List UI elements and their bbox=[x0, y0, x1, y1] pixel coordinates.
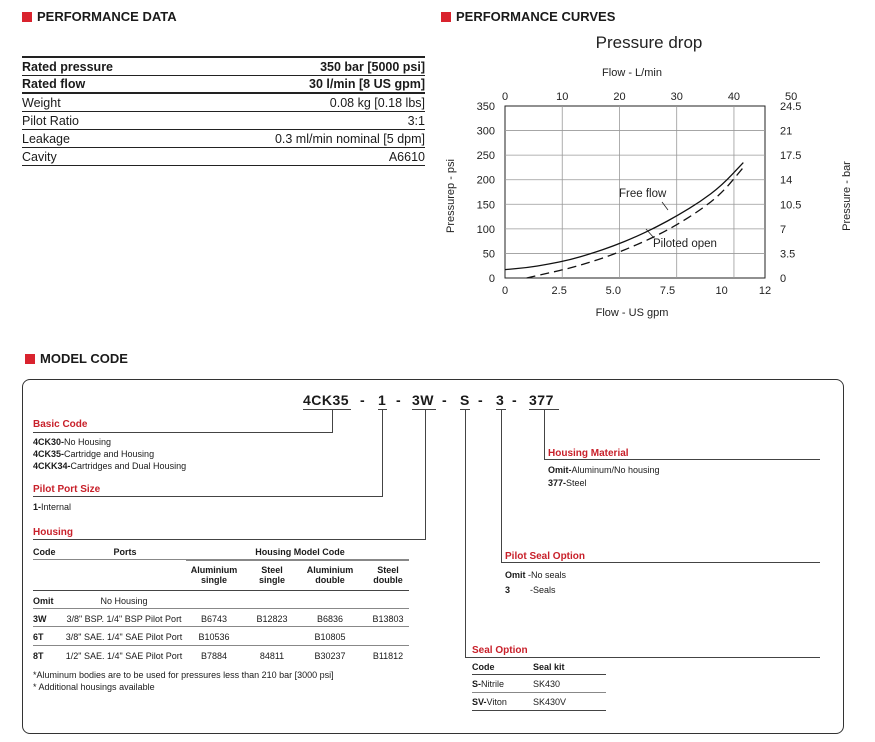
housing-cell: B6836 bbox=[316, 614, 344, 624]
perf-row-cavity bbox=[22, 148, 425, 166]
performance-curves-heading bbox=[441, 9, 615, 24]
seal-row-code: SV-Viton bbox=[472, 697, 507, 707]
perf-label: Rated flow bbox=[22, 77, 86, 91]
x-top-tick-label: 10 bbox=[556, 91, 569, 103]
y-left-tick-label: 100 bbox=[476, 223, 495, 236]
y-right-tick-label: 3.5 bbox=[780, 248, 796, 261]
x-bottom-tick-label: 10 bbox=[715, 285, 728, 297]
x-axis-bottom-label: Flow - US gpm bbox=[595, 307, 669, 319]
code-part-basic: 4CK35 bbox=[303, 392, 350, 408]
housing-row-ports: 1/2" SAE. 1/4" SAE Pilot Port bbox=[65, 651, 183, 661]
x-bottom-tick-label: 2.5 bbox=[551, 285, 567, 297]
pilot-seal-option-title: Pilot Seal Option bbox=[505, 551, 586, 562]
y-left-tick-label: 250 bbox=[476, 150, 495, 163]
basic-code-item: 4CK30-No Housing bbox=[33, 437, 112, 447]
y-left-tick-label: 300 bbox=[476, 125, 495, 138]
perf-value: 0.08 kg [0.18 lbs] bbox=[329, 96, 425, 110]
free-flow-label: Free flow bbox=[619, 188, 667, 200]
leader-line bbox=[33, 539, 426, 540]
housing-cell: B12823 bbox=[256, 614, 288, 624]
leader-line bbox=[33, 432, 333, 433]
x-bottom-tick-label: 0 bbox=[501, 285, 509, 297]
housing-row-ports: 3/8" SAE. 1/4" SAE Pilot Port bbox=[65, 632, 183, 642]
housing-cell: B10805 bbox=[314, 632, 346, 642]
housing-cell: 84811 bbox=[259, 651, 285, 661]
perf-label: Pilot Ratio bbox=[22, 114, 79, 128]
red-square-icon bbox=[441, 12, 451, 22]
seal-divider bbox=[472, 692, 606, 693]
seal-col-code: Code bbox=[472, 662, 495, 672]
leader-line bbox=[501, 410, 502, 563]
basic-code-title: Basic Code bbox=[33, 419, 88, 430]
y-left-tick-label: 150 bbox=[476, 199, 495, 212]
performance-data-title: PERFORMANCE DATA bbox=[37, 9, 177, 24]
y-right-tick-label: 17.5 bbox=[780, 150, 802, 163]
x-top-tick-label: 30 bbox=[670, 91, 683, 103]
housing-subcol: Aluminium single bbox=[190, 565, 238, 585]
seal-divider bbox=[472, 710, 606, 711]
code-part-seal: S bbox=[460, 392, 470, 408]
perf-row-rated-flow bbox=[22, 76, 425, 94]
leader-line bbox=[332, 410, 333, 433]
code-separator: - bbox=[478, 392, 484, 408]
perf-value: 0.3 ml/min nominal [5 dpm] bbox=[274, 132, 425, 146]
seal-row-code: S-Nitrile bbox=[472, 679, 505, 689]
perf-label: Leakage bbox=[22, 132, 70, 146]
code-separator: - bbox=[442, 392, 448, 408]
basic-code-item: 4CKK34-Cartridges and Dual Housing bbox=[33, 461, 187, 471]
leader-line bbox=[33, 496, 383, 497]
y-right-tick-label: 14 bbox=[780, 174, 793, 187]
x-top-tick-label: 20 bbox=[613, 91, 626, 103]
performance-data-heading bbox=[22, 9, 177, 24]
housing-cell: B10536 bbox=[198, 632, 230, 642]
perf-label: Cavity bbox=[22, 150, 57, 164]
perf-row-weight bbox=[22, 94, 425, 112]
housing-col-ports: Ports bbox=[113, 547, 137, 557]
housing-cell: B13803 bbox=[372, 614, 404, 624]
housing-col-code: Code bbox=[33, 547, 56, 557]
housing-row-ports: No Housing bbox=[100, 596, 148, 606]
code-part-pilot-port: 1 bbox=[378, 392, 387, 408]
housing-divider bbox=[33, 626, 409, 627]
perf-value: 3:1 bbox=[407, 114, 425, 128]
leader-line bbox=[544, 459, 820, 460]
x-bottom-tick-label: 12 bbox=[758, 285, 772, 297]
housing-divider bbox=[33, 590, 409, 591]
pilot-port-item: 1-Internal bbox=[33, 502, 72, 512]
housing-material-title: Housing Material bbox=[548, 448, 629, 459]
chart-title: Pressure drop bbox=[595, 33, 703, 52]
housing-subcol: Steel single bbox=[258, 565, 285, 585]
housing-subcol: Steel double bbox=[373, 565, 403, 585]
housing-divider bbox=[33, 645, 409, 646]
y-right-tick-label: 10.5 bbox=[780, 199, 802, 212]
y-left-tick-label: 350 bbox=[476, 101, 495, 113]
code-part-material: 377 bbox=[529, 392, 554, 408]
perf-value: 30 l/min [8 US gpm] bbox=[309, 77, 425, 91]
housing-row-ports: 3/8" BSP. 1/4" BSP Pilot Port bbox=[66, 614, 182, 624]
perf-label: Weight bbox=[22, 96, 61, 110]
y-right-tick-label: 0 bbox=[780, 273, 787, 285]
red-square-icon bbox=[22, 12, 32, 22]
x-top-tick-label: 40 bbox=[727, 91, 741, 103]
leader-line bbox=[425, 410, 426, 540]
y-right-tick-label: 24.5 bbox=[780, 101, 802, 113]
red-square-icon bbox=[25, 354, 35, 364]
leader-line bbox=[465, 410, 466, 658]
free-flow-leader bbox=[662, 202, 668, 210]
leader-line bbox=[465, 657, 820, 658]
code-part-pilot-seal: 3 bbox=[496, 392, 505, 408]
housing-title: Housing bbox=[33, 527, 73, 538]
housing-row-code: Omit bbox=[33, 596, 54, 606]
code-separator: - bbox=[360, 392, 366, 408]
seal-divider bbox=[472, 674, 606, 675]
housing-row-code: 6T bbox=[33, 632, 44, 642]
leader-line bbox=[501, 562, 820, 563]
pilot-port-size-title: Pilot Port Size bbox=[33, 484, 101, 495]
code-separator: - bbox=[396, 392, 402, 408]
code-underline bbox=[412, 409, 436, 410]
pressure-drop-chart bbox=[430, 28, 875, 328]
code-underline bbox=[303, 409, 351, 410]
y-axis-left-label: Pressurep - psi bbox=[445, 159, 457, 233]
y-left-tick-label: 0 bbox=[488, 273, 495, 285]
y-left-tick-label: 200 bbox=[476, 174, 495, 187]
housing-row-code: 3W bbox=[33, 614, 47, 624]
housing-material-item: Omit-Aluminum/No housing bbox=[548, 465, 660, 475]
x-bottom-tick-label: 7.5 bbox=[659, 285, 676, 297]
seal-row-kit: SK430V bbox=[533, 697, 567, 707]
pilot-seal-item: Omit -No seals bbox=[505, 570, 567, 580]
code-separator: - bbox=[512, 392, 518, 408]
x-top-tick-label: 0 bbox=[501, 91, 509, 103]
perf-value: 350 bar [5000 psi] bbox=[320, 60, 425, 74]
housing-cell: B6743 bbox=[200, 614, 228, 624]
basic-code-item: 4CK35-Cartridge and Housing bbox=[33, 449, 155, 459]
x-bottom-tick-label: 5.0 bbox=[605, 285, 621, 297]
perf-row-pilot-ratio bbox=[22, 112, 425, 130]
perf-value: A6610 bbox=[388, 150, 425, 164]
housing-note: * Additional housings available bbox=[33, 682, 155, 692]
seal-row-kit: SK430 bbox=[533, 679, 561, 689]
y-left-tick-label: 50 bbox=[482, 248, 495, 261]
model-code-title: MODEL CODE bbox=[40, 351, 128, 366]
housing-divider bbox=[33, 608, 409, 609]
housing-note: *Aluminum bodies are to be used for pressures less than 210 bar [3000 psi] bbox=[33, 670, 334, 680]
leader-line bbox=[544, 410, 545, 460]
performance-curves-title: PERFORMANCE CURVES bbox=[456, 9, 616, 24]
perf-row-leakage bbox=[22, 130, 425, 148]
housing-subcol: Aluminium double bbox=[306, 565, 354, 585]
x-top-tick-label: 50 bbox=[785, 91, 798, 103]
leader-line bbox=[382, 410, 383, 497]
piloted-open-label: Piloted open bbox=[653, 238, 717, 250]
y-right-tick-label: 21 bbox=[780, 125, 793, 138]
housing-cell: B30237 bbox=[314, 651, 346, 661]
housing-row-code: 8T bbox=[33, 651, 44, 661]
y-axis-right-label: Pressure - bar bbox=[841, 161, 853, 231]
housing-cell: B7884 bbox=[200, 651, 228, 661]
y-right-tick-label: 7 bbox=[780, 223, 787, 236]
code-part-housing: 3W bbox=[412, 392, 434, 408]
housing-col-group: Housing Model Code bbox=[255, 547, 345, 557]
seal-col-kit: Seal kit bbox=[533, 662, 565, 672]
x-axis-top-label: Flow - L/min bbox=[602, 67, 662, 79]
housing-cell: B11812 bbox=[372, 651, 404, 661]
seal-option-title: Seal Option bbox=[472, 645, 528, 656]
housing-divider bbox=[186, 560, 409, 561]
model-code-heading bbox=[25, 351, 128, 366]
perf-row-rated-pressure bbox=[22, 56, 425, 76]
pilot-seal-item: 3 -Seals bbox=[505, 585, 556, 595]
perf-label: Rated pressure bbox=[22, 60, 114, 74]
housing-material-item: 377-Steel bbox=[548, 478, 587, 488]
